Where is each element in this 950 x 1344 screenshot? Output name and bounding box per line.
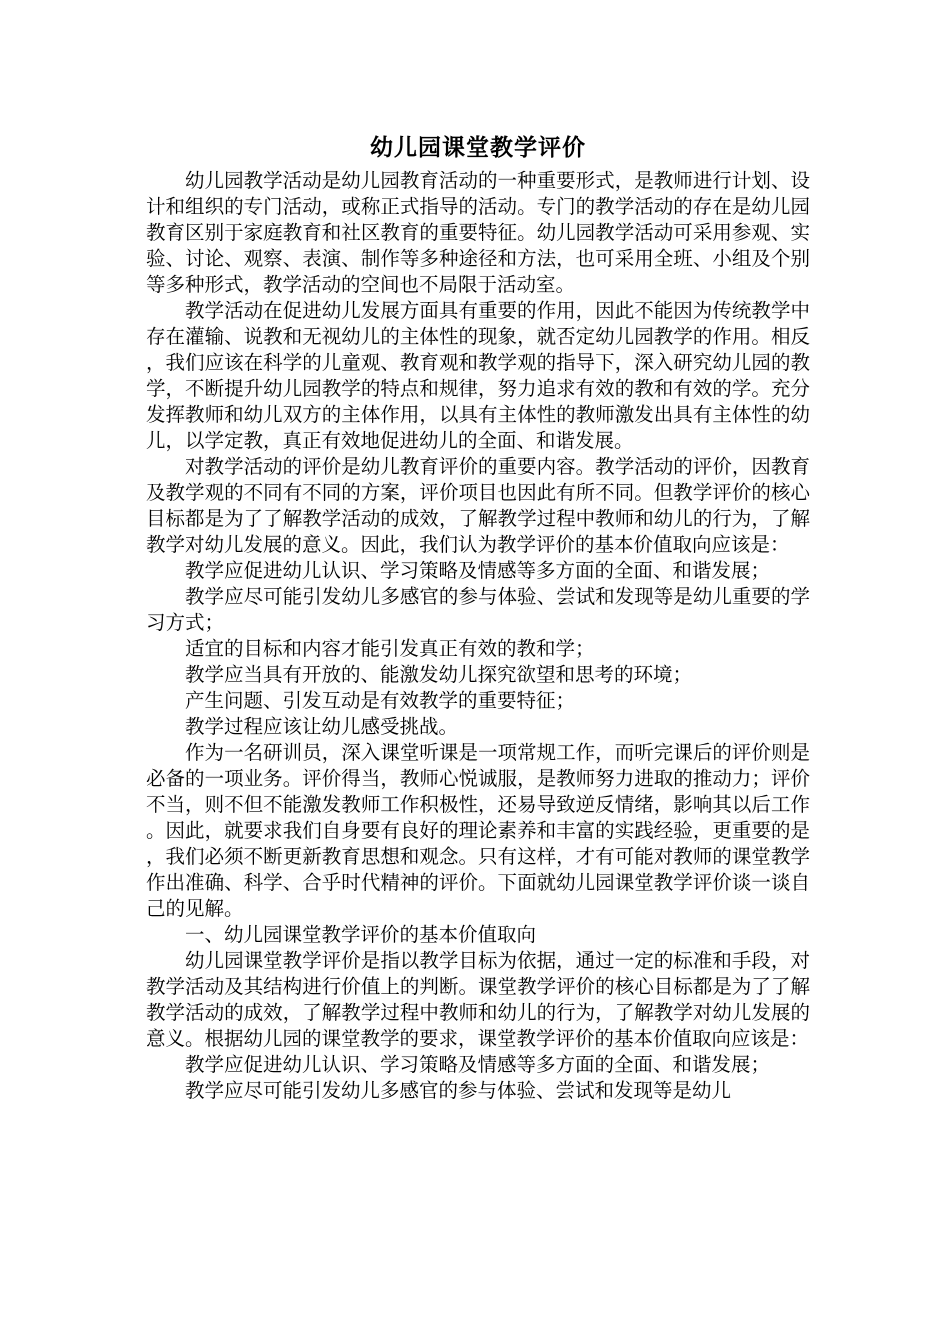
list-item: 教学应尽可能引发幼儿多感官的参与体验、尝试和发现等是幼儿重要的学习方式；	[146, 585, 810, 634]
paragraph-definition: 幼儿园课堂教学评价是指以教学目标为依据，通过一定的标准和手段，对教学活动及其结构进行价值上的判断。课堂教学评价的核心目标都是为了了解教学活动的成效，了解教学过程中教师和幼儿的行为，了解教学对幼儿发展的意义。根据幼儿园的课堂教学的要求，课堂教学评价的基本价值取向应该是：	[146, 949, 810, 1050]
document-title: 幼儿园课堂教学评价	[370, 134, 586, 161]
list-item: 教学过程应该让幼儿感受挑战。	[185, 715, 459, 738]
list-item: 适宜的目标和内容才能引发真正有效的教和学；	[185, 637, 595, 660]
document-body	[146, 168, 810, 1104]
list-item: 教学应尽可能引发幼儿多感官的参与体验、尝试和发现等是幼儿	[185, 1079, 732, 1102]
paragraph-teaching-role: 教学活动在促进幼儿发展方面具有重要的作用，因此不能因为传统教学中存在灌输、说教和无视幼儿的主体性的现象，就否定幼儿园教学的作用。相反，我们应该在科学的儿童观、教育观和教学观的指导下，深入研究幼儿园的教学，不断提升幼儿园教学的特点和规律，努力追求有效的教和有效的学。充分发挥教师和幼儿双方的主体作用，以具有主体性的教师激发出具有主体性的幼儿，以学定教，真正有效地促进幼儿的全面、和谐发展。	[146, 299, 810, 452]
section-heading: 一、幼儿园课堂教学评价的基本价值取向	[185, 923, 537, 946]
list-item: 教学应促进幼儿认识、学习策略及情感等多方面的全面、和谐发展；	[185, 1053, 771, 1076]
paragraph-researcher: 作为一名研训员，深入课堂听课是一项常规工作，而听完课后的评价则是必备的一项业务。评价得当，教师心悦诚服，是教师努力进取的推动力；评价不当，则不但不能激发教师工作积极性，还易导致逆反情绪，影响其以后工作。因此，就要求我们自身要有良好的理论素养和丰富的实践经验，更重要的是，我们必须不断更新教育思想和观念。只有这样，才有可能对教师的课堂教学作出准确、科学、合乎时代精神的评价。下面就幼儿园课堂教学评价谈一谈自己的见解。	[146, 741, 810, 920]
list-item: 教学应当具有开放的、能激发幼儿探究欲望和思考的环境；	[185, 663, 693, 686]
list-item: 产生问题、引发互动是有效教学的重要特征；	[185, 689, 576, 712]
document-page	[146, 128, 810, 1104]
paragraph-evaluation: 对教学活动的评价是幼儿教育评价的重要内容。教学活动的评价，因教育及教学观的不同有不同的方案，评价项目也因此有所不同。但教学评价的核心目标都是为了了解教学活动的成效，了解教学过程中教师和幼儿的行为，了解教学对幼儿发展的意义。因此，我们认为教学评价的基本价值取向应该是：	[146, 455, 810, 556]
paragraph-intro: 幼儿园教学活动是幼儿园教育活动的一种重要形式，是教师进行计划、设计和组织的专门活动，或称正式指导的活动。专门的教学活动的存在是幼儿园教育区别于家庭教育和社区教育的重要特征。幼儿园教学活动可采用参观、实验、讨论、观察、表演、制作等多种途径和方法，也可采用全班、小组及个别等多种形式，教学活动的空间也不局限于活动室。	[146, 169, 810, 296]
list-item: 教学应促进幼儿认识、学习策略及情感等多方面的全面、和谐发展；	[185, 559, 771, 582]
